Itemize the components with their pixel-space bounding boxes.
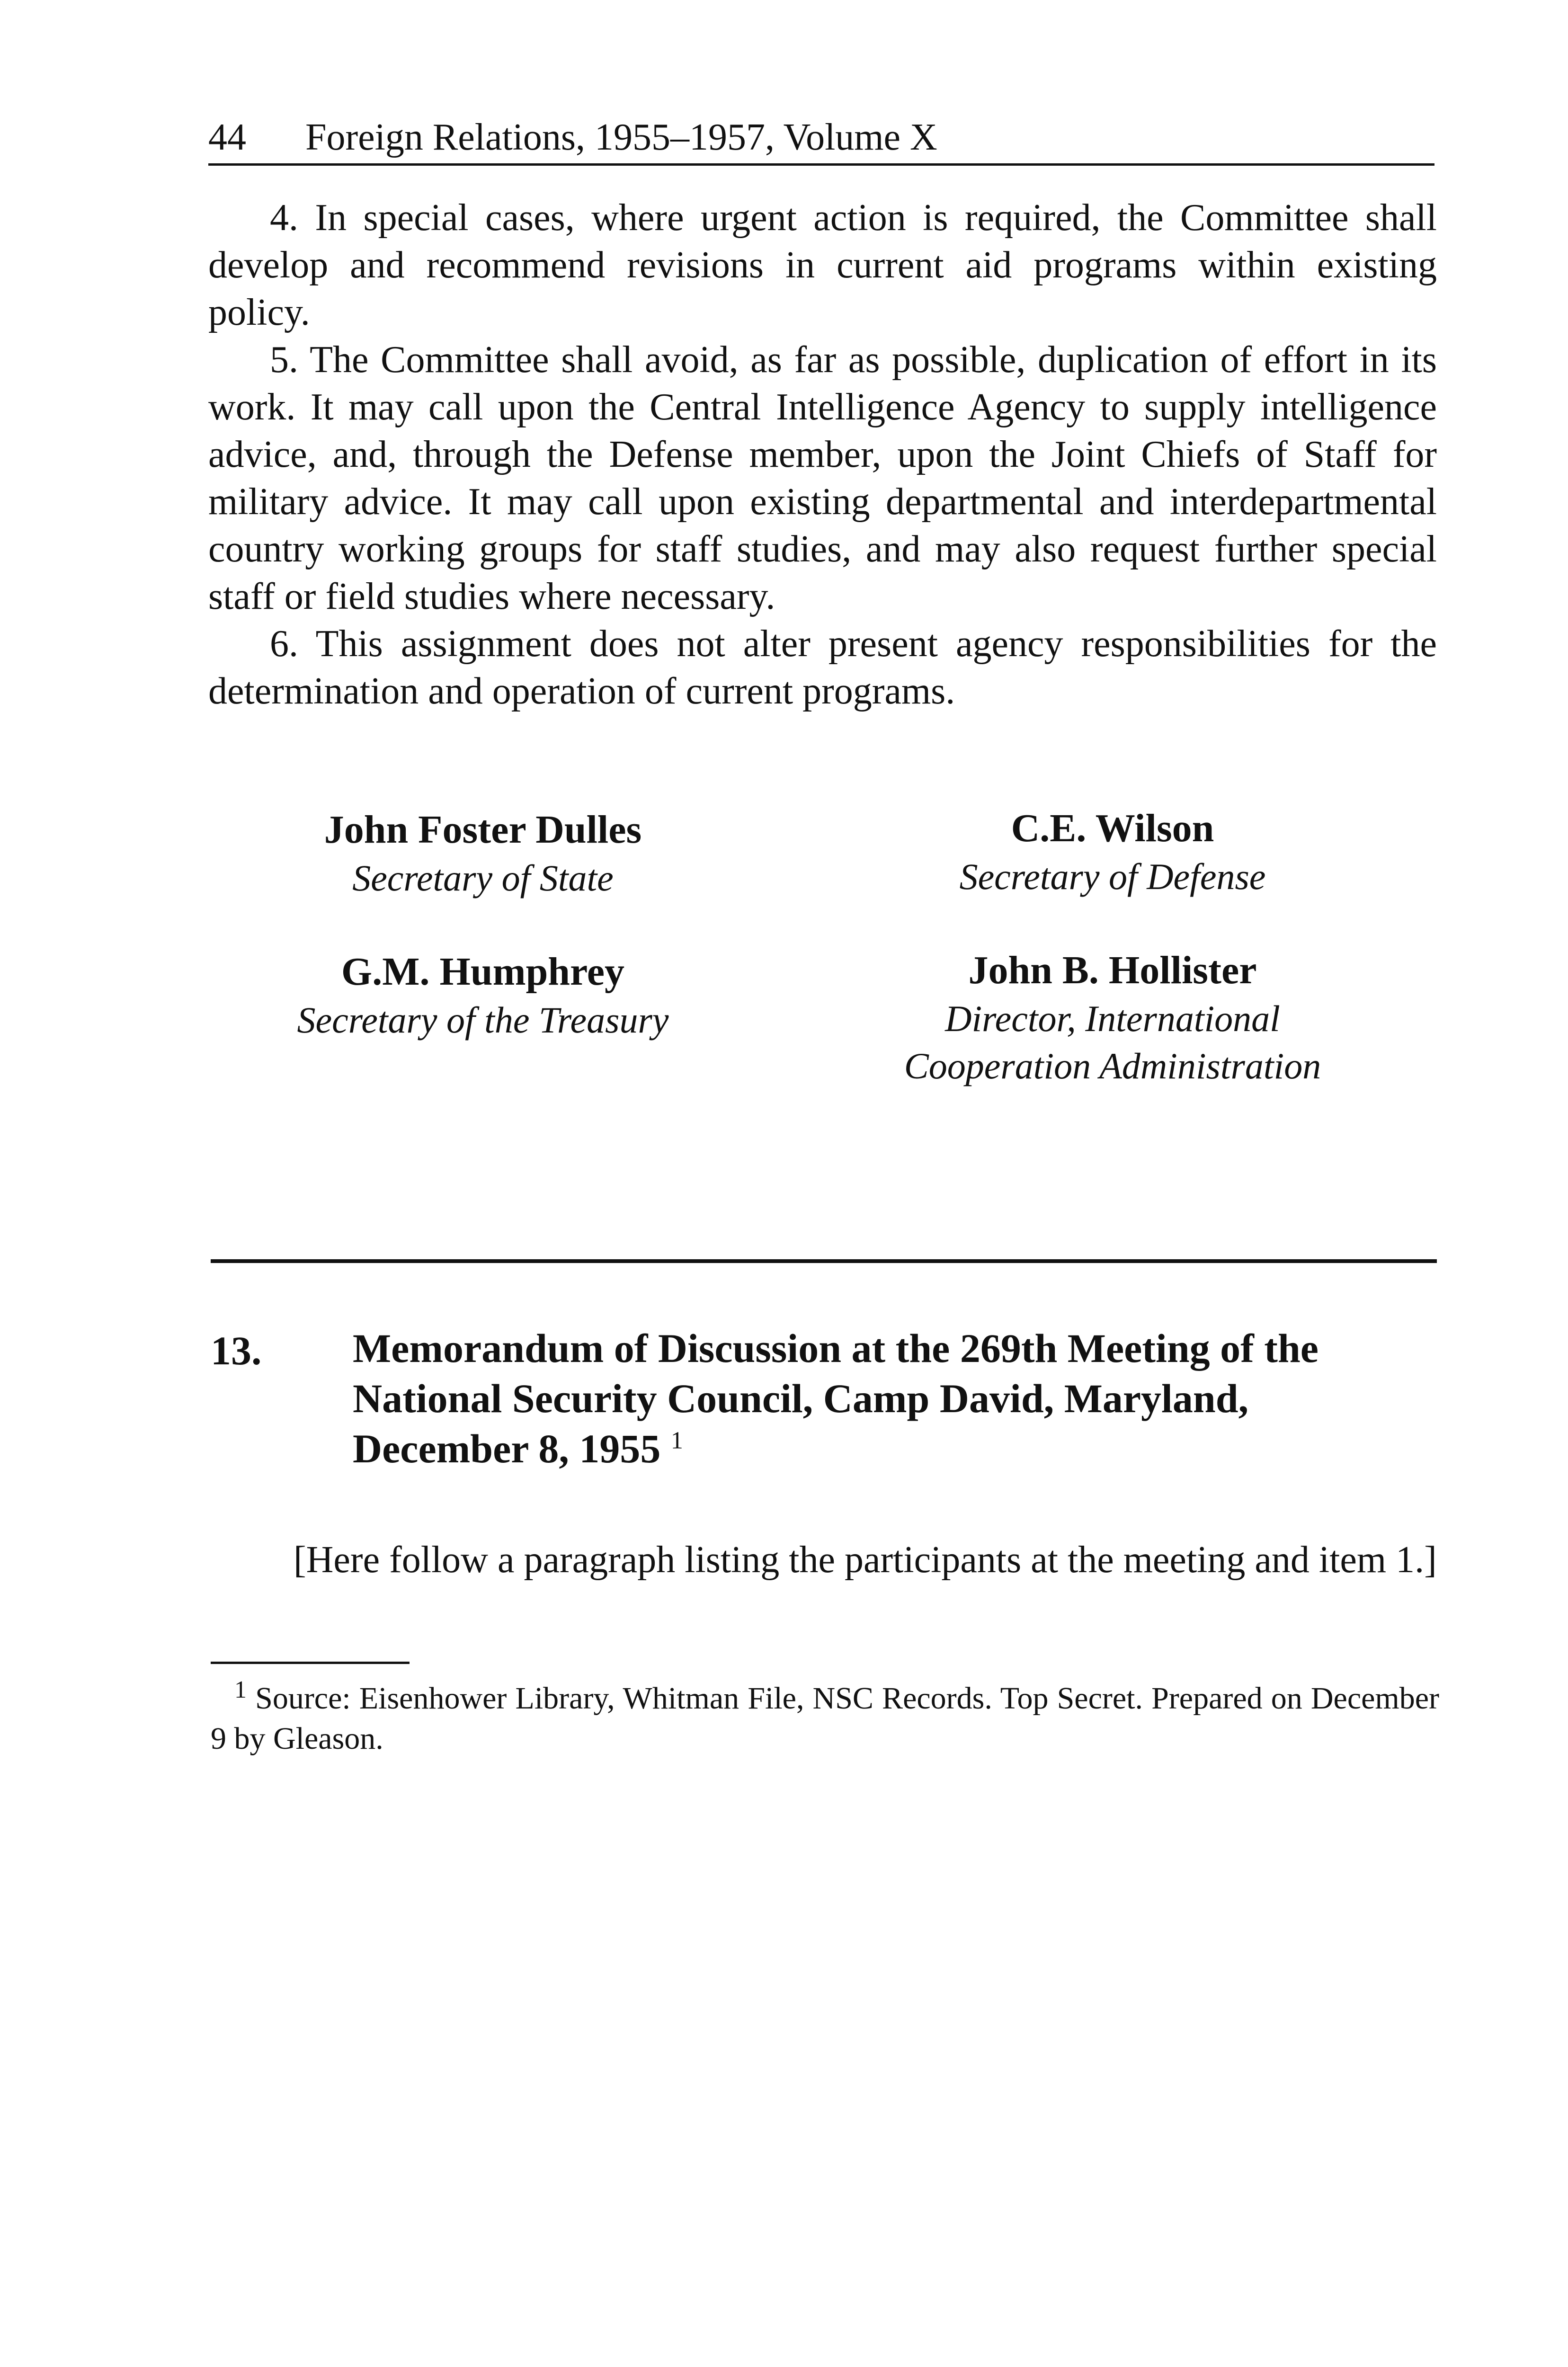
signatory-name: C.E. Wilson (1011, 806, 1214, 850)
document-title (353, 1323, 1442, 1474)
paragraph-4: 4. In special cases, where urgent action is required, the Committee shall develop and recommend revisions in current aid programs within existing policy. (208, 197, 1437, 333)
title-line-1: Memorandum of Discussion at the 269th Meeting of the (353, 1326, 1319, 1371)
page-number: 44 (208, 116, 246, 158)
footnote-marker: 1 (234, 1676, 247, 1703)
section-divider (211, 1259, 1437, 1263)
footnote (211, 1678, 1439, 1759)
volume-title: Foreign Relations, 1955–1957, Volume X (305, 116, 937, 158)
signatory-name: John B. Hollister (968, 948, 1257, 992)
footnote-text: Source: Eisenhower Library, Whitman File, NSC Records. Top Secret. Prepared on December 9 by Gleason. (211, 1681, 1440, 1756)
signatory-title: Director, International (945, 998, 1280, 1039)
body-text (208, 194, 1437, 715)
signatory-title: Secretary of the Treasury (297, 999, 669, 1041)
signature-wilson (890, 803, 1335, 900)
signatory-name: John Foster Dulles (324, 808, 642, 852)
title-line-3-text: December 8, 1955 (353, 1426, 661, 1471)
signatory-title-line-2: Cooperation Administration (904, 1045, 1321, 1086)
editorial-note-text: [Here follow a paragraph listing the participants at the meeting and item 1.] (294, 1539, 1437, 1581)
signature-dulles (270, 805, 696, 902)
signature-humphrey (270, 947, 696, 1044)
signatory-name: G.M. Humphrey (341, 950, 625, 994)
footnote-reference[interactable]: 1 (670, 1427, 683, 1454)
title-line-2: National Security Council, Camp David, Maryland, (353, 1376, 1249, 1421)
signatory-title: Secretary of Defense (959, 856, 1266, 897)
paragraph-6: 6. This assignment does not alter present agency responsibilities for the determination and operation of current programs. (208, 623, 1437, 712)
paragraph-5: 5. The Committee shall avoid, as far as possible, duplication of effort in its work. It may call upon the Central Intelligence Agency to supply intelligence advice, and, through the Defense member, upon the Joint Chiefs of Staff for military advice. It may call upon existing departmental and interdepartmental country working groups for staff studies, and may also request further special staff or field studies where necessary. (208, 339, 1437, 617)
editorial-note (211, 1536, 1439, 1584)
running-header (208, 111, 1434, 166)
title-line-3 (353, 1424, 1442, 1474)
document-number: 13. (211, 1328, 262, 1373)
signature-hollister (890, 945, 1335, 1090)
footnote-divider (211, 1662, 410, 1664)
signatory-title: Secretary of State (352, 857, 614, 899)
